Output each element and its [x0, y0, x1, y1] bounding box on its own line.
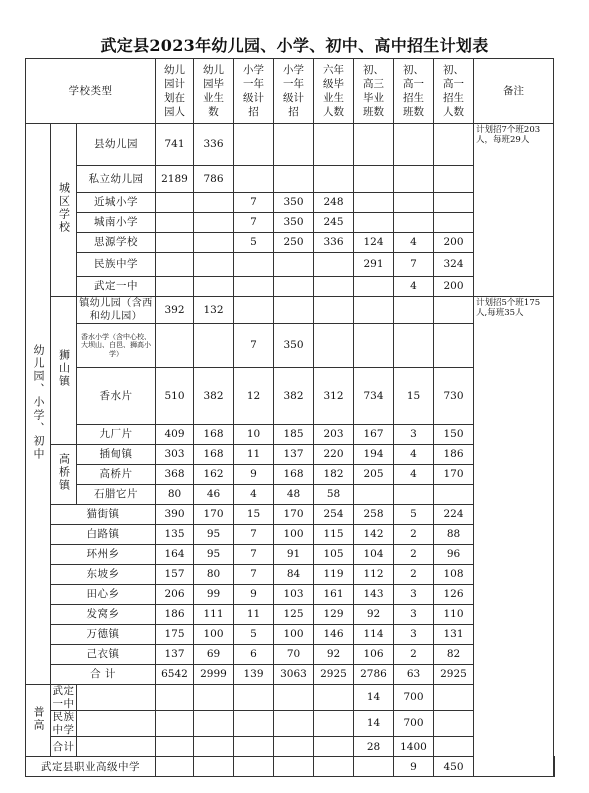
value-cell: 100: [194, 625, 234, 645]
value-cell: [434, 485, 474, 505]
remark-empty: [554, 757, 555, 777]
value-cell: [77, 737, 156, 757]
value-cell: 336: [314, 233, 354, 253]
value-cell: 245: [314, 213, 354, 233]
value-cell: 105: [314, 545, 354, 565]
school-name: 合 计: [51, 665, 156, 685]
remark-empty: [434, 737, 474, 757]
school-name: 东坡乡: [51, 565, 156, 585]
value-cell: 82: [434, 645, 474, 665]
value-cell: 104: [354, 545, 394, 565]
value-cell: 392: [156, 297, 194, 324]
value-cell: 11: [234, 605, 274, 625]
group-gaoqiao-label-text: 高桥镇: [57, 453, 71, 493]
value-cell: 2786: [354, 665, 394, 685]
value-cell: 143: [354, 585, 394, 605]
school-name: 合计: [51, 737, 77, 757]
value-cell: [274, 124, 314, 166]
header-col-label: 幼儿园毕业生数: [203, 64, 224, 118]
value-cell: 168: [194, 445, 234, 465]
value-cell: 11: [234, 445, 274, 465]
value-cell: 84: [274, 565, 314, 585]
value-cell: [234, 124, 274, 166]
header-col-label: 小学一年级计招: [243, 64, 264, 118]
value-cell: 126: [434, 585, 474, 605]
value-cell: [394, 297, 434, 324]
school-name: 石腊它片: [77, 485, 156, 505]
value-cell: [274, 277, 314, 297]
value-cell: 700: [394, 711, 434, 737]
value-cell: [314, 324, 354, 368]
remark-empty: [434, 711, 474, 737]
value-cell: 5: [394, 505, 434, 525]
value-cell: 220: [314, 445, 354, 465]
header-col-label: 初、高三毕业班数: [363, 64, 384, 118]
value-cell: 3: [394, 605, 434, 625]
value-cell: [194, 213, 234, 233]
value-cell: 312: [314, 368, 354, 425]
value-cell: 2: [394, 565, 434, 585]
value-cell: 9: [234, 465, 274, 485]
value-cell: 95: [194, 545, 234, 565]
value-cell: [156, 757, 194, 777]
value-cell: 131: [434, 625, 474, 645]
header-col-label: 六年级毕业生人数: [323, 64, 344, 118]
school-name: 思源学校: [77, 233, 156, 253]
value-cell: [234, 297, 274, 324]
value-cell: [314, 277, 354, 297]
school-name: 发窝乡: [51, 605, 156, 625]
value-cell: [434, 213, 474, 233]
value-cell: 110: [434, 605, 474, 625]
value-cell: [434, 324, 474, 368]
group-main-label: [26, 124, 51, 685]
value-cell: 4: [394, 465, 434, 485]
value-cell: 303: [156, 445, 194, 465]
value-cell: [274, 685, 314, 711]
value-cell: 168: [274, 465, 314, 485]
value-cell: [77, 711, 156, 737]
value-cell: [394, 324, 434, 368]
value-cell: 92: [354, 605, 394, 625]
value-cell: 2925: [434, 665, 474, 685]
value-cell: 135: [156, 525, 194, 545]
value-cell: 254: [314, 505, 354, 525]
value-cell: 510: [156, 368, 194, 425]
value-cell: [314, 711, 354, 737]
school-name: 私立幼儿园: [77, 166, 156, 193]
value-cell: 368: [156, 465, 194, 485]
value-cell: [434, 193, 474, 213]
value-cell: [156, 685, 194, 711]
value-cell: 142: [354, 525, 394, 545]
school-name: 民族中学: [52, 711, 75, 736]
value-cell: [234, 277, 274, 297]
value-cell: 382: [194, 368, 234, 425]
value-cell: 115: [314, 525, 354, 545]
value-cell: 450: [434, 757, 474, 777]
school-name: 城南小学: [77, 213, 156, 233]
value-cell: 170: [274, 505, 314, 525]
value-cell: [194, 277, 234, 297]
value-cell: [194, 757, 234, 777]
school-name: 高桥片: [77, 465, 156, 485]
value-cell: 15: [394, 368, 434, 425]
value-cell: 150: [434, 425, 474, 445]
value-cell: 4: [234, 485, 274, 505]
school-name: 近城小学: [77, 193, 156, 213]
value-cell: 4: [394, 233, 434, 253]
value-cell: [354, 757, 394, 777]
group-senior-label: [26, 685, 51, 757]
value-cell: 114: [354, 625, 394, 645]
value-cell: 200: [434, 277, 474, 297]
value-cell: [234, 253, 274, 277]
value-cell: 119: [314, 565, 354, 585]
value-cell: 5: [234, 233, 274, 253]
value-cell: 112: [354, 565, 394, 585]
value-cell: 382: [274, 368, 314, 425]
value-cell: 46: [194, 485, 234, 505]
value-cell: [156, 711, 194, 737]
school-name: 武定一中: [77, 277, 156, 297]
value-cell: [234, 757, 274, 777]
header-col-8: [434, 59, 474, 124]
header-row: [26, 59, 555, 124]
value-cell: [156, 233, 194, 253]
value-cell: 14: [354, 711, 394, 737]
value-cell: [394, 485, 434, 505]
school-name: 己衣镇: [51, 645, 156, 665]
value-cell: [274, 737, 314, 757]
value-cell: 146: [314, 625, 354, 645]
value-cell: 168: [194, 425, 234, 445]
value-cell: [274, 166, 314, 193]
value-cell: 734: [354, 368, 394, 425]
value-cell: 2999: [194, 665, 234, 685]
school-name: 田心乡: [51, 585, 156, 605]
school-name: 香水片: [77, 368, 156, 425]
value-cell: 350: [274, 193, 314, 213]
value-cell: [156, 277, 194, 297]
value-cell: 161: [314, 585, 354, 605]
value-cell: 111: [194, 605, 234, 625]
school-name: 香水小学（含中心校、大坝山、白邑、狮高小学）: [77, 324, 156, 368]
value-cell: 58: [314, 485, 354, 505]
school-name: 县幼儿园: [77, 124, 156, 166]
value-cell: 48: [274, 485, 314, 505]
value-cell: [314, 253, 354, 277]
value-cell: [274, 297, 314, 324]
value-cell: [234, 737, 274, 757]
value-cell: 100: [274, 625, 314, 645]
value-cell: 6542: [156, 665, 194, 685]
value-cell: 162: [194, 465, 234, 485]
school-name: 民族中学: [77, 253, 156, 277]
value-cell: 164: [156, 545, 194, 565]
value-cell: 139: [234, 665, 274, 685]
value-cell: 2: [394, 645, 434, 665]
value-cell: 248: [314, 193, 354, 213]
value-cell: [354, 213, 394, 233]
value-cell: 336: [194, 124, 234, 166]
school-name: 猫街镇: [51, 505, 156, 525]
value-cell: 132: [194, 297, 234, 324]
header-school-type: 学校类型: [26, 59, 156, 124]
table-row: [26, 297, 555, 324]
value-cell: 4: [394, 445, 434, 465]
value-cell: 182: [314, 465, 354, 485]
header-col-label: 幼儿园计划在园人: [164, 64, 185, 118]
header-col-5: [314, 59, 354, 124]
value-cell: 167: [354, 425, 394, 445]
value-cell: [354, 324, 394, 368]
value-cell: [234, 685, 274, 711]
value-cell: 70: [274, 645, 314, 665]
value-cell: [314, 757, 354, 777]
value-cell: 80: [156, 485, 194, 505]
value-cell: 730: [434, 368, 474, 425]
school-name: 插甸镇: [77, 445, 156, 465]
remark-town: 计划招5个班175人,每班35人: [474, 297, 554, 777]
value-cell: [274, 757, 314, 777]
value-cell: [156, 253, 194, 277]
value-cell: 7: [234, 324, 274, 368]
value-cell: [156, 324, 194, 368]
value-cell: 157: [156, 565, 194, 585]
value-cell: 258: [354, 505, 394, 525]
header-col-label: 初、高一招生人数: [443, 64, 464, 118]
value-cell: 205: [354, 465, 394, 485]
school-name: 万德镇: [51, 625, 156, 645]
value-cell: [234, 166, 274, 193]
value-cell: 5: [234, 625, 274, 645]
page-title: 武定县2023年幼儿园、小学、初中、高中招生计划表: [100, 36, 489, 55]
value-cell: [274, 253, 314, 277]
value-cell: 14: [354, 685, 394, 711]
group-main-label-text: 幼儿园、小学、初中: [32, 343, 46, 461]
value-cell: 2: [394, 525, 434, 545]
group-senior-label-text: 普高: [32, 705, 46, 732]
value-cell: [314, 685, 354, 711]
value-cell: 88: [434, 525, 474, 545]
value-cell: 194: [354, 445, 394, 465]
school-name: 白路镇: [51, 525, 156, 545]
value-cell: [314, 297, 354, 324]
value-cell: 3: [394, 625, 434, 645]
value-cell: [194, 324, 234, 368]
value-cell: [394, 166, 434, 193]
value-cell: 224: [434, 505, 474, 525]
value-cell: 100: [274, 525, 314, 545]
value-cell: 106: [354, 645, 394, 665]
value-cell: 91: [274, 545, 314, 565]
value-cell: 15: [234, 505, 274, 525]
school-name: 镇幼儿园（含西和幼儿园）: [77, 297, 156, 324]
value-cell: 9: [394, 757, 434, 777]
value-cell: [314, 124, 354, 166]
value-cell: [434, 166, 474, 193]
school-name: 武定县职业高级中学: [26, 757, 156, 777]
remark-empty: [434, 685, 474, 711]
value-cell: [194, 193, 234, 213]
value-cell: 3: [394, 425, 434, 445]
value-cell: [194, 685, 234, 711]
value-cell: 700: [394, 685, 434, 711]
value-cell: 92: [314, 645, 354, 665]
value-cell: 2: [394, 545, 434, 565]
value-cell: [354, 124, 394, 166]
header-col-label: 初、高一招生班数: [403, 64, 424, 118]
value-cell: [156, 193, 194, 213]
value-cell: 3063: [274, 665, 314, 685]
value-cell: 409: [156, 425, 194, 445]
remark-urban: 计划招7个班203人，每班29人: [474, 124, 554, 297]
header-col-2: [194, 59, 234, 124]
value-cell: [394, 193, 434, 213]
value-cell: 7: [234, 213, 274, 233]
value-cell: 170: [194, 505, 234, 525]
value-cell: 2189: [156, 166, 194, 193]
value-cell: 103: [274, 585, 314, 605]
value-cell: 1400: [394, 737, 434, 757]
value-cell: 186: [156, 605, 194, 625]
value-cell: 350: [274, 213, 314, 233]
value-cell: 186: [434, 445, 474, 465]
header-col-7: [394, 59, 434, 124]
value-cell: 203: [314, 425, 354, 445]
value-cell: [77, 685, 156, 711]
value-cell: 206: [156, 585, 194, 605]
value-cell: [194, 737, 234, 757]
group-shishan-label: [51, 297, 77, 445]
value-cell: 9: [234, 585, 274, 605]
value-cell: 250: [274, 233, 314, 253]
value-cell: 175: [156, 625, 194, 645]
value-cell: [194, 253, 234, 277]
value-cell: [354, 277, 394, 297]
value-cell: 108: [434, 565, 474, 585]
value-cell: 390: [156, 505, 194, 525]
header-col-1: [156, 59, 194, 124]
header-col-label: 小学一年级计招: [283, 64, 304, 118]
value-cell: [434, 124, 474, 166]
value-cell: 137: [274, 445, 314, 465]
value-cell: [354, 166, 394, 193]
group-shishan-label-text: 狮山镇: [57, 349, 71, 389]
group-gaoqiao-label: [51, 445, 77, 505]
value-cell: [354, 297, 394, 324]
value-cell: 2925: [314, 665, 354, 685]
value-cell: 3: [394, 585, 434, 605]
value-cell: 7: [234, 545, 274, 565]
value-cell: [194, 711, 234, 737]
value-cell: 741: [156, 124, 194, 166]
value-cell: 291: [354, 253, 394, 277]
value-cell: [354, 193, 394, 213]
value-cell: 12: [234, 368, 274, 425]
value-cell: 63: [394, 665, 434, 685]
value-cell: 96: [434, 545, 474, 565]
value-cell: 7: [394, 253, 434, 277]
value-cell: 170: [434, 465, 474, 485]
value-cell: [274, 711, 314, 737]
value-cell: 7: [234, 193, 274, 213]
value-cell: [314, 737, 354, 757]
header-col-4: [274, 59, 314, 124]
value-cell: 124: [354, 233, 394, 253]
value-cell: [394, 124, 434, 166]
group-urban-label-text: 城区学校: [57, 182, 71, 235]
value-cell: 786: [194, 166, 234, 193]
enrollment-plan-table: [25, 58, 555, 777]
school-name: 武定一中: [52, 685, 75, 710]
value-cell: 6: [234, 645, 274, 665]
value-cell: [234, 711, 274, 737]
value-cell: 7: [234, 565, 274, 585]
value-cell: 69: [194, 645, 234, 665]
value-cell: 137: [156, 645, 194, 665]
school-name: 环州乡: [51, 545, 156, 565]
table-row: [26, 124, 555, 166]
value-cell: 125: [274, 605, 314, 625]
header-col-6: [354, 59, 394, 124]
value-cell: 185: [274, 425, 314, 445]
value-cell: 95: [194, 525, 234, 545]
value-cell: 10: [234, 425, 274, 445]
header-remark: 备注: [474, 59, 554, 124]
value-cell: [194, 233, 234, 253]
value-cell: 4: [394, 277, 434, 297]
value-cell: [394, 213, 434, 233]
value-cell: [434, 297, 474, 324]
header-col-3: [234, 59, 274, 124]
value-cell: 200: [434, 233, 474, 253]
value-cell: 7: [234, 525, 274, 545]
value-cell: 99: [194, 585, 234, 605]
value-cell: [156, 213, 194, 233]
value-cell: 324: [434, 253, 474, 277]
school-name: 九厂片: [77, 425, 156, 445]
value-cell: [156, 737, 194, 757]
value-cell: [314, 166, 354, 193]
value-cell: 28: [354, 737, 394, 757]
value-cell: [354, 485, 394, 505]
group-urban-label: [51, 124, 77, 297]
value-cell: 129: [314, 605, 354, 625]
value-cell: 80: [194, 565, 234, 585]
value-cell: 350: [274, 324, 314, 368]
